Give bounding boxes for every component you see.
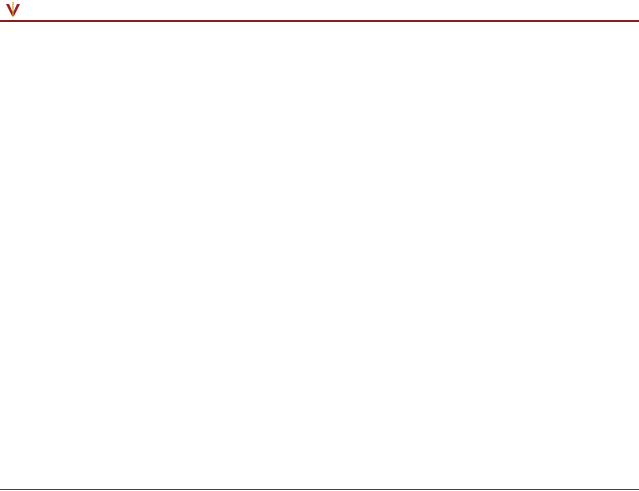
table-caption-row: [0, 24, 639, 36]
site-header: [0, 0, 639, 22]
table-bottom-rule: [0, 489, 639, 490]
brand-logo-icon: [4, 1, 22, 19]
